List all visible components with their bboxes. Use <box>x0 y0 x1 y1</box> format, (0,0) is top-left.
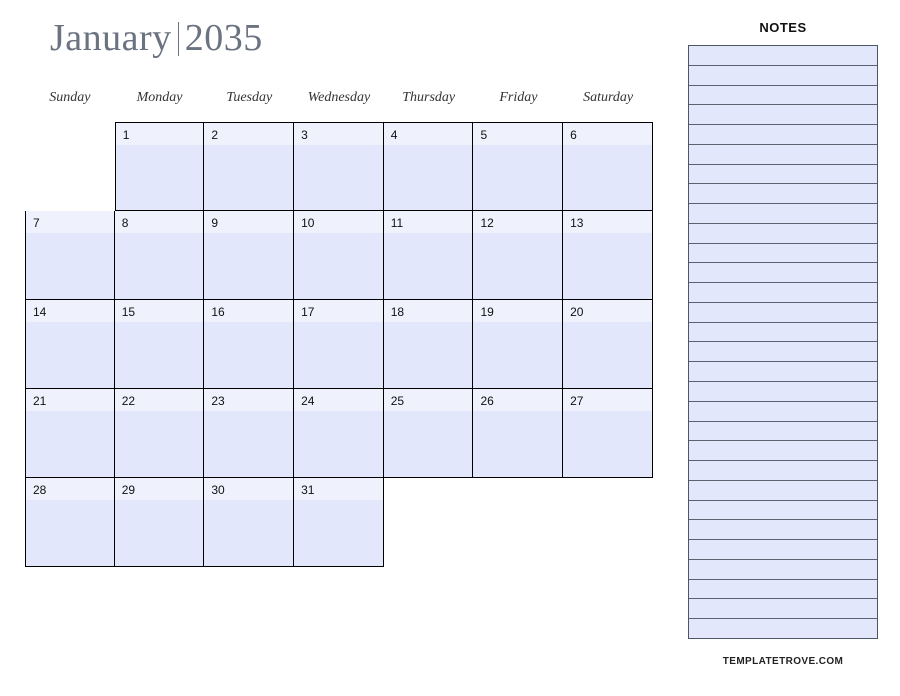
note-line[interactable] <box>689 125 877 145</box>
note-line[interactable] <box>689 323 877 343</box>
calendar-grid <box>25 88 653 567</box>
note-line[interactable] <box>689 422 877 442</box>
day-number: 5 <box>480 128 488 142</box>
day-number: 13 <box>570 216 584 230</box>
note-line[interactable] <box>689 520 877 540</box>
title-divider <box>178 22 179 56</box>
day-number: 25 <box>390 394 405 408</box>
day-cell[interactable] <box>384 389 474 478</box>
day-number: 17 <box>301 305 315 319</box>
note-line[interactable] <box>689 46 877 66</box>
note-line[interactable] <box>689 560 877 580</box>
day-number: 3 <box>301 128 308 142</box>
note-line[interactable] <box>689 165 877 185</box>
day-number: 2 <box>211 128 219 142</box>
note-line[interactable] <box>689 263 877 283</box>
note-line[interactable] <box>689 303 877 323</box>
note-line[interactable] <box>689 244 877 264</box>
day-cell[interactable] <box>115 122 205 211</box>
note-line[interactable] <box>689 501 877 521</box>
note-line[interactable] <box>689 204 877 224</box>
day-number: 10 <box>301 216 315 230</box>
day-number: 16 <box>211 305 225 319</box>
day-number: 24 <box>301 394 315 408</box>
day-number: 23 <box>211 394 225 408</box>
day-number: 4 <box>390 128 398 142</box>
day-cell[interactable] <box>294 300 384 389</box>
day-cell[interactable] <box>473 300 563 389</box>
day-cell[interactable] <box>204 300 294 389</box>
weekday-thursday: Thursday <box>402 90 456 105</box>
note-line[interactable] <box>689 619 877 638</box>
day-cell[interactable] <box>563 389 653 478</box>
day-cell[interactable] <box>563 122 653 211</box>
day-cell[interactable] <box>563 211 653 300</box>
day-number: 8 <box>121 216 129 230</box>
note-line[interactable] <box>689 283 877 303</box>
notes-panel <box>688 20 878 639</box>
note-line[interactable] <box>689 382 877 402</box>
weekday-wednesday: Wednesday <box>307 90 371 105</box>
note-line[interactable] <box>689 402 877 422</box>
day-number: 18 <box>390 305 405 319</box>
calendar-week-row <box>25 211 653 300</box>
calendar-week-row <box>25 122 653 211</box>
day-number: 14 <box>33 305 47 319</box>
day-number: 20 <box>570 305 584 319</box>
day-cell[interactable] <box>204 211 294 300</box>
day-number: 12 <box>480 216 494 230</box>
weekday-header-row <box>25 88 653 116</box>
day-cell[interactable] <box>115 389 205 478</box>
day-cell[interactable] <box>204 478 294 567</box>
day-number: 21 <box>33 394 47 408</box>
title-year: 2035 <box>184 17 263 59</box>
note-line[interactable] <box>689 145 877 165</box>
note-line[interactable] <box>689 599 877 619</box>
day-number: 26 <box>480 394 494 408</box>
day-cell-empty <box>473 478 563 567</box>
note-line[interactable] <box>689 580 877 600</box>
note-line[interactable] <box>689 86 877 106</box>
day-cell[interactable] <box>473 122 563 211</box>
day-cell[interactable] <box>25 389 115 478</box>
day-cell[interactable] <box>294 389 384 478</box>
day-cell[interactable] <box>115 300 205 389</box>
day-cell[interactable] <box>294 478 384 567</box>
page-title <box>50 16 263 60</box>
day-cell[interactable] <box>25 211 115 300</box>
day-cell-empty <box>25 122 115 211</box>
notes-box[interactable] <box>688 45 878 639</box>
notes-title: NOTES <box>759 20 807 35</box>
day-number: 1 <box>122 128 130 142</box>
note-line[interactable] <box>689 224 877 244</box>
calendar-weeks <box>25 122 653 567</box>
calendar-week-row <box>25 478 653 567</box>
day-number: 19 <box>480 305 494 319</box>
day-number: 9 <box>211 216 219 230</box>
day-cell[interactable] <box>384 122 474 211</box>
day-number: 11 <box>390 216 404 230</box>
day-number: 15 <box>121 305 136 319</box>
day-number: 29 <box>121 483 136 497</box>
day-cell[interactable] <box>473 389 563 478</box>
day-number: 27 <box>570 394 584 408</box>
weekday-monday: Monday <box>136 90 183 105</box>
note-line[interactable] <box>689 461 877 481</box>
weekday-saturday: Saturday <box>583 90 634 105</box>
footer-credit: TEMPLATETROVE.COM <box>722 656 844 667</box>
note-line[interactable] <box>689 540 877 560</box>
day-number: 30 <box>211 483 225 497</box>
day-cell[interactable] <box>25 478 115 567</box>
day-cell[interactable] <box>294 122 384 211</box>
day-cell-empty <box>563 478 653 567</box>
day-number: 7 <box>33 216 40 230</box>
day-cell[interactable] <box>25 300 115 389</box>
day-number: 6 <box>570 128 577 142</box>
note-line[interactable] <box>689 342 877 362</box>
day-number: 22 <box>121 394 136 408</box>
title-month: January <box>50 17 172 59</box>
day-cell[interactable] <box>115 211 205 300</box>
note-line[interactable] <box>689 441 877 461</box>
calendar-week-row <box>25 300 653 389</box>
note-line[interactable] <box>689 184 877 204</box>
note-line[interactable] <box>689 66 877 86</box>
note-line[interactable] <box>689 362 877 382</box>
note-line[interactable] <box>689 105 877 125</box>
day-number: 31 <box>301 483 315 497</box>
note-line[interactable] <box>689 481 877 501</box>
weekday-sunday: Sunday <box>49 90 91 105</box>
day-cell[interactable] <box>384 300 474 389</box>
day-cell[interactable] <box>563 300 653 389</box>
day-cell-empty <box>384 478 474 567</box>
day-cell[interactable] <box>204 389 294 478</box>
day-cell[interactable] <box>294 211 384 300</box>
day-cell[interactable] <box>384 211 474 300</box>
calendar-week-row <box>25 389 653 478</box>
weekday-tuesday: Tuesday <box>226 90 273 105</box>
day-cell[interactable] <box>204 122 294 211</box>
weekday-friday: Friday <box>499 90 538 105</box>
day-cell[interactable] <box>473 211 563 300</box>
day-number: 28 <box>33 483 47 497</box>
day-cell[interactable] <box>115 478 205 567</box>
